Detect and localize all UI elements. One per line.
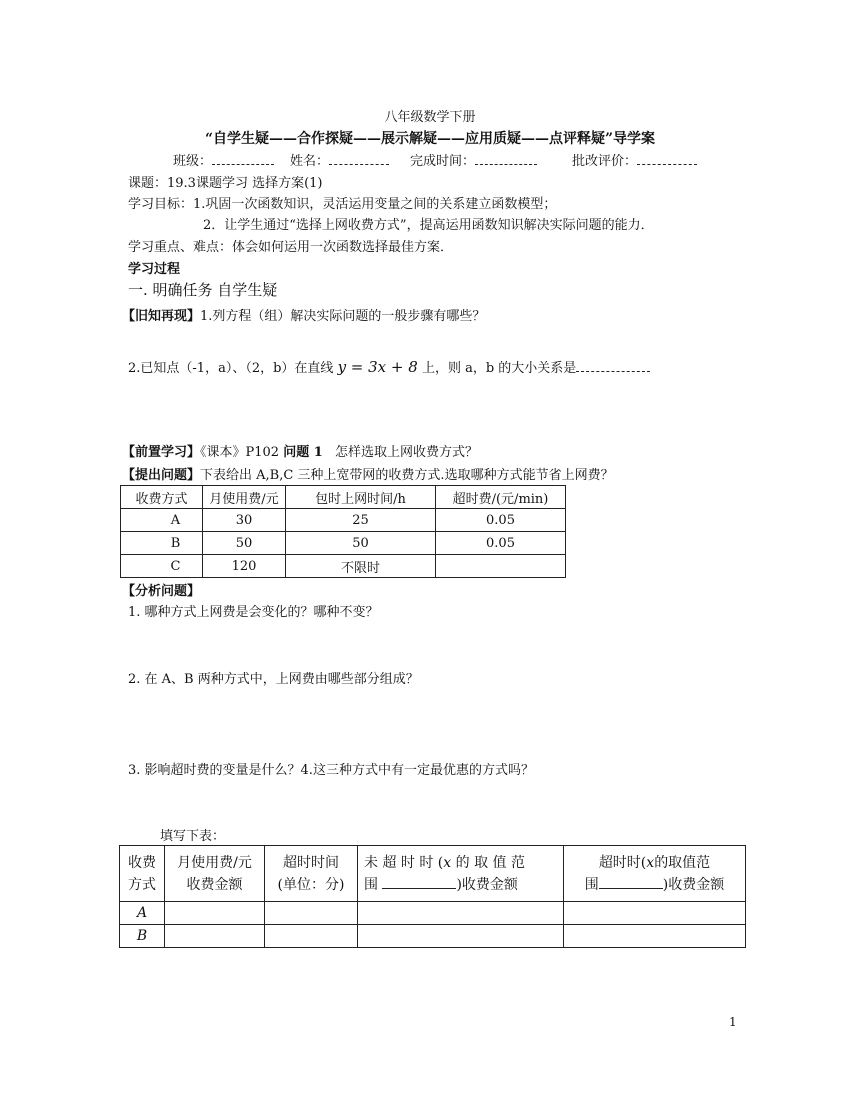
- class-label: 班级：: [173, 154, 213, 169]
- review-q1-line: [122, 305, 485, 324]
- grade-title: 八年级数学下册: [384, 110, 476, 125]
- preview-tag: 【前置学习】: [122, 445, 201, 460]
- table-cell: [436, 555, 566, 578]
- table-cell: C: [121, 555, 203, 578]
- fill-header-text: 超时时(: [598, 854, 647, 871]
- raise-tag: 【提出问题】: [122, 468, 201, 483]
- raise-line: [122, 464, 614, 483]
- table-cell: 0.05: [436, 509, 566, 532]
- class-field: [173, 150, 274, 169]
- fill-header-monthly: [165, 846, 265, 902]
- variable-x: x: [443, 854, 452, 871]
- answer-blank: [576, 359, 650, 372]
- fill-header-text: 围: [584, 876, 599, 893]
- table-cell: 120: [203, 555, 286, 578]
- review-tag: 【旧知再现】: [122, 309, 201, 324]
- fill-header-text: 未 超 时 时 (: [364, 854, 444, 871]
- line-equation: y = 3x + 8: [337, 358, 418, 376]
- fill-header-text: 围: [364, 876, 378, 893]
- table-header-row: [121, 486, 566, 509]
- table-header: 超时费/(元/min): [436, 486, 566, 509]
- fill-cell[interactable]: [265, 902, 358, 925]
- grade-field: [572, 150, 697, 169]
- analysis-q2: 2. 在 A、B 两种方式中，上网费由哪些部分组成？: [128, 672, 419, 687]
- fill-table: [119, 845, 746, 948]
- analysis-q3: 3. 影响超时费的变量是什么？4.这三种方式中有一定最优惠的方式吗？: [128, 763, 534, 778]
- review-q1: 1.列方程（组）解决实际问题的一般步骤有哪些？: [200, 309, 486, 324]
- goal-1: 1.巩固一次函数知识，灵活运用变量之间的关系建立函数模型；: [193, 197, 557, 212]
- fill-header-row: [120, 846, 746, 902]
- table-row: [121, 532, 566, 555]
- raise-text: 下表给出 A,B,C 三种上宽带网的收费方式.选取哪种方式能节省上网费？: [200, 468, 614, 483]
- class-blank: [212, 152, 274, 165]
- table-cell: 25: [286, 509, 436, 532]
- preview-text: 《课本》P102: [200, 445, 280, 460]
- table-cell: 不限时: [286, 555, 436, 578]
- grade-label: 批改评价：: [572, 154, 638, 169]
- fill-header-text: 超时时间: [283, 854, 339, 871]
- table-header: 收费方式: [121, 486, 203, 509]
- analysis-q1: 1. 哪种方式上网费是会变化的？哪种不变？: [128, 605, 379, 620]
- document-subtitle: “自学生疑——合作探疑——展示解疑——应用质疑——点评释疑”导学案: [204, 131, 656, 147]
- variable-x: x: [646, 854, 655, 871]
- page-number: 1: [729, 1015, 737, 1029]
- fill-header-text: 的取值范: [654, 854, 711, 871]
- fill-cell[interactable]: [165, 925, 265, 948]
- goal-2: 2．让学生通过“选择上网收费方式”，提高运用函数知识解决实际问题的能力．: [203, 218, 654, 233]
- focus-line: 学习重点、难点：体会如何运用一次函数选择最佳方案．: [128, 240, 454, 255]
- fill-row: [120, 902, 746, 925]
- fill-header-text: )收费金额: [662, 876, 725, 893]
- fill-header-overtime: [265, 846, 358, 902]
- goal-label: 学习目标：: [128, 197, 194, 212]
- fill-intro: 填写下表：: [160, 829, 226, 844]
- time-blank: [475, 152, 537, 165]
- table-header: 包时上网时间/h: [286, 486, 436, 509]
- fill-cell[interactable]: [265, 925, 358, 948]
- process-heading: 学习过程: [128, 262, 181, 277]
- fill-cell[interactable]: [564, 902, 746, 925]
- fill-header-text: (单位：分): [277, 876, 345, 893]
- range-blank: [599, 876, 663, 889]
- time-label: 完成时间：: [410, 154, 476, 169]
- table-cell: 0.05: [436, 532, 566, 555]
- fill-header-text: 月使用费/元: [177, 854, 252, 871]
- fill-row: [120, 925, 746, 948]
- name-blank: [329, 152, 389, 165]
- fill-header-method: [120, 846, 165, 902]
- review-q2-prefix: 2.已知点（-1，a）、（2，b）在直线: [128, 361, 334, 376]
- fill-header-line: [564, 874, 745, 896]
- fill-header-line: [564, 852, 745, 874]
- table-cell: 50: [286, 532, 436, 555]
- section-1-heading: 一. 明确任务 自学生疑: [128, 281, 278, 299]
- fill-header-text: 的 取 值 范: [451, 854, 525, 871]
- fill-cell[interactable]: [564, 925, 746, 948]
- problem-label: 问题 1: [283, 445, 323, 460]
- range-blank: [382, 876, 456, 889]
- table-row: [121, 509, 566, 532]
- review-q2-suffix: 上，则 a，b 的大小关系是: [421, 361, 577, 376]
- fill-header-over: [564, 846, 746, 902]
- lesson-topic: 课题：19.3课题学习 选择方案(1): [128, 176, 323, 191]
- fill-header-text: )收费金额: [456, 876, 518, 893]
- grade-blank: [637, 152, 697, 165]
- fill-header-within: [358, 846, 564, 902]
- table-cell: B: [121, 532, 203, 555]
- fill-row-label: A: [120, 902, 165, 925]
- pricing-table: [120, 485, 566, 578]
- table-cell: 30: [203, 509, 286, 532]
- fill-header-line: [364, 874, 563, 896]
- name-field: [290, 150, 389, 169]
- fill-header-line: [364, 852, 563, 874]
- goal-line-1: [128, 193, 556, 212]
- preview-line: [122, 441, 478, 460]
- time-field: [410, 150, 537, 169]
- table-row: [121, 555, 566, 578]
- preview-question: 怎样选取上网收费方式？: [334, 445, 478, 460]
- fill-header-text: 收费金额: [186, 876, 243, 893]
- fill-header-text: 方式: [128, 876, 156, 893]
- analysis-tag: 【分析问题】: [122, 584, 201, 599]
- fill-header-text: 收费: [128, 854, 156, 871]
- fill-row-label: B: [120, 925, 165, 948]
- fill-cell[interactable]: [165, 902, 265, 925]
- fill-cell[interactable]: [358, 925, 564, 948]
- table-header: 月使用费/元: [203, 486, 286, 509]
- fill-cell[interactable]: [358, 902, 564, 925]
- name-label: 姓名：: [290, 154, 330, 169]
- review-q2-line: [128, 357, 650, 376]
- table-cell: 50: [203, 532, 286, 555]
- table-cell: A: [121, 509, 203, 532]
